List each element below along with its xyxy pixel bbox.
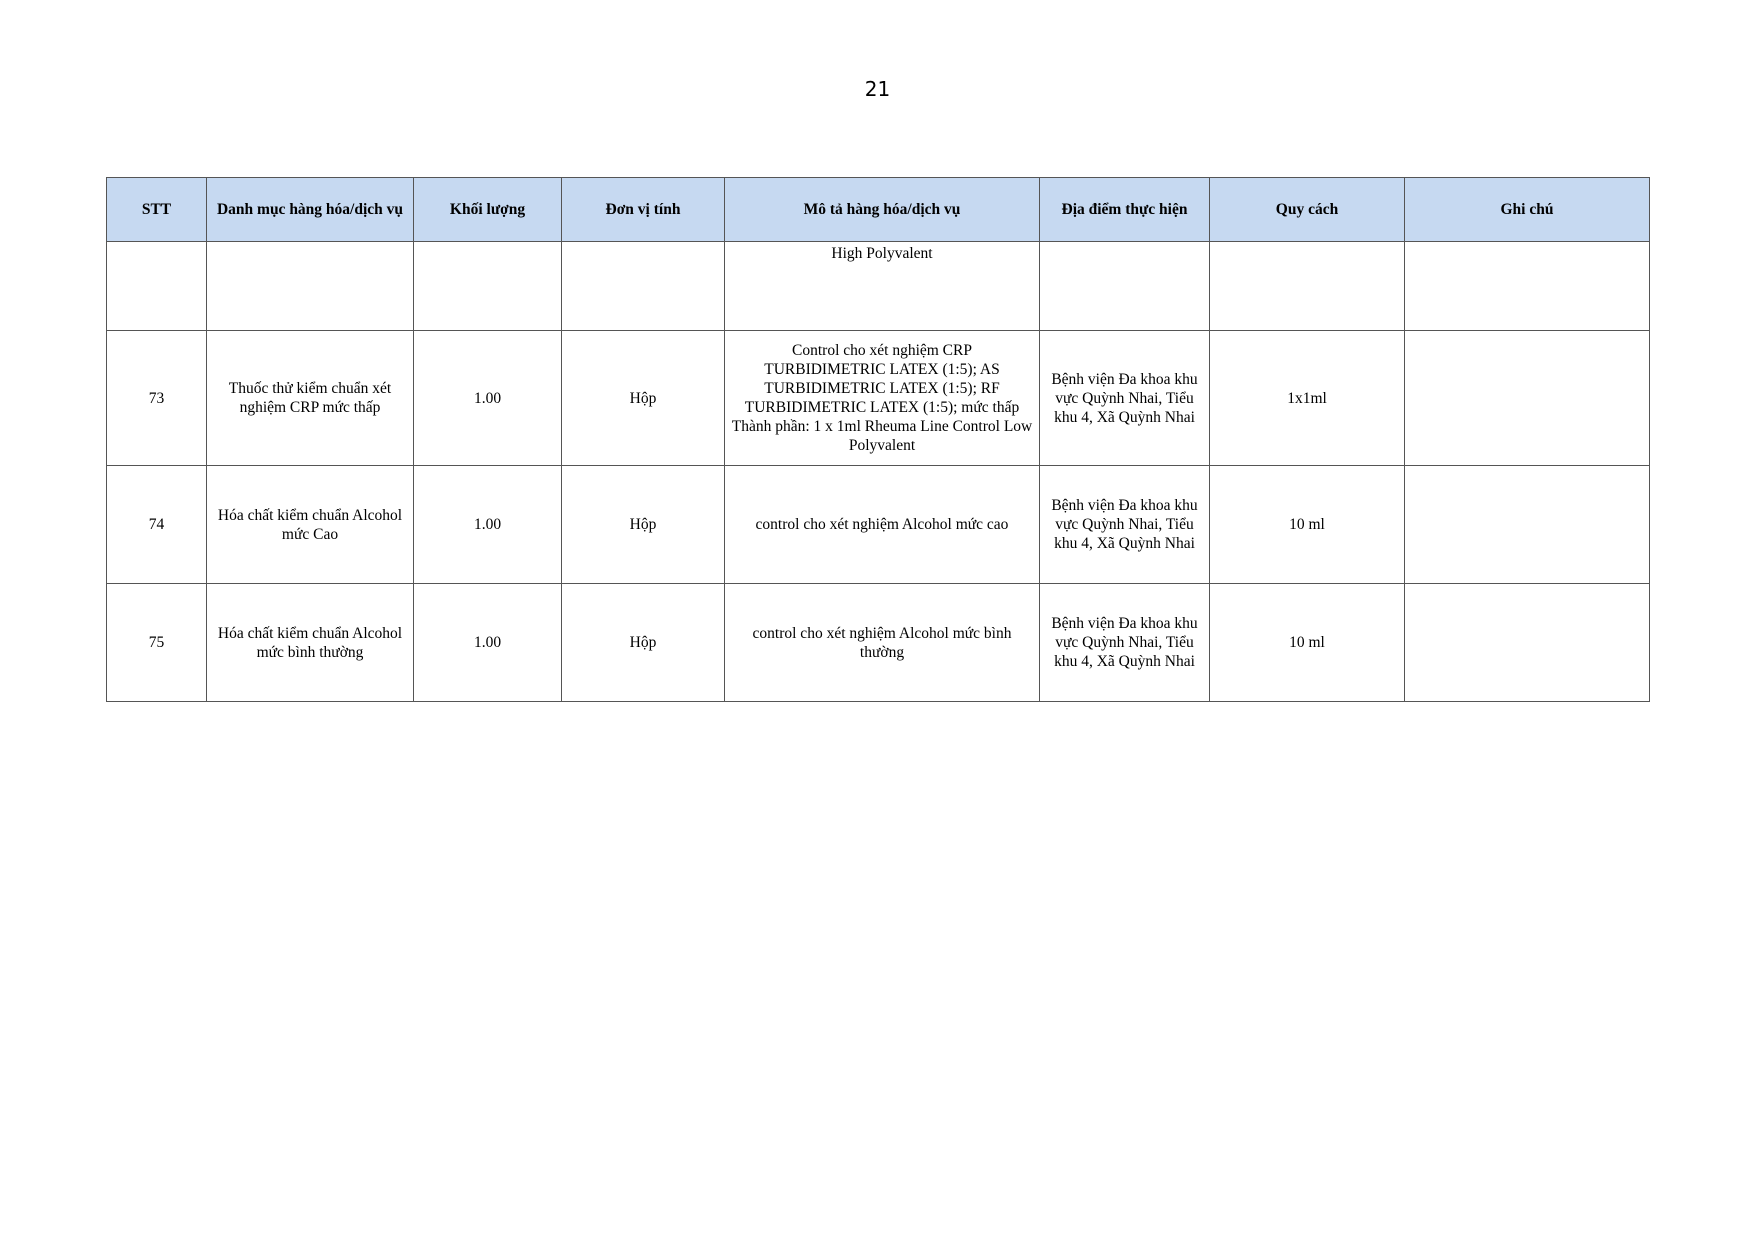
table-row-continuation: [107, 242, 1650, 331]
header-spec: Quy cách: [1210, 178, 1405, 242]
header-unit: Đơn vị tính: [562, 178, 725, 242]
cell-description: control cho xét nghiệm Alcohol mức bình thường: [725, 584, 1040, 702]
cell-location: Bệnh viện Đa khoa khu vực Quỳnh Nhai, Tiểu khu 4, Xã Quỳnh Nhai: [1040, 466, 1210, 584]
cell-unit: Hộp: [562, 584, 725, 702]
cell-quantity: [414, 242, 562, 331]
cell-description: control cho xét nghiệm Alcohol mức cao: [725, 466, 1040, 584]
cell-quantity: 1.00: [414, 331, 562, 466]
table-row: [107, 584, 1650, 702]
header-location: Địa điểm thực hiện: [1040, 178, 1210, 242]
cell-stt: 74: [107, 466, 207, 584]
cell-spec: 1x1ml: [1210, 331, 1405, 466]
header-item: Danh mục hàng hóa/dịch vụ: [207, 178, 414, 242]
cell-unit: Hộp: [562, 466, 725, 584]
cell-location: [1040, 242, 1210, 331]
cell-location: Bệnh viện Đa khoa khu vực Quỳnh Nhai, Tiểu khu 4, Xã Quỳnh Nhai: [1040, 584, 1210, 702]
cell-item: [207, 242, 414, 331]
cell-stt: 75: [107, 584, 207, 702]
cell-item: Thuốc thử kiểm chuẩn xét nghiệm CRP mức thấp: [207, 331, 414, 466]
cell-description: High Polyvalent: [725, 242, 1040, 331]
cell-quantity: 1.00: [414, 584, 562, 702]
table-row: [107, 466, 1650, 584]
cell-note: [1405, 584, 1650, 702]
cell-description: Control cho xét nghiệm CRP TURBIDIMETRIC LATEX (1:5); AS TURBIDIMETRIC LATEX (1:5); RF TURBIDIMETRIC LATEX (1:5); mức thấp Thành phần: 1 x 1ml Rheuma Line Control Low Polyvalent: [725, 331, 1040, 466]
cell-stt: [107, 242, 207, 331]
table-row: [107, 331, 1650, 466]
cell-unit: [562, 242, 725, 331]
cell-location: Bệnh viện Đa khoa khu vực Quỳnh Nhai, Tiểu khu 4, Xã Quỳnh Nhai: [1040, 331, 1210, 466]
header-description: Mô tả hàng hóa/dịch vụ: [725, 178, 1040, 242]
header-quantity: Khối lượng: [414, 178, 562, 242]
cell-spec: 10 ml: [1210, 584, 1405, 702]
goods-table: [106, 177, 1650, 702]
cell-spec: 10 ml: [1210, 466, 1405, 584]
cell-item: Hóa chất kiểm chuẩn Alcohol mức bình thường: [207, 584, 414, 702]
cell-quantity: 1.00: [414, 466, 562, 584]
cell-note: [1405, 331, 1650, 466]
table-header-row: [107, 178, 1650, 242]
header-stt: STT: [107, 178, 207, 242]
page-number: 21: [864, 77, 891, 101]
cell-unit: Hộp: [562, 331, 725, 466]
cell-spec: [1210, 242, 1405, 331]
header-note: Ghi chú: [1405, 178, 1650, 242]
cell-note: [1405, 466, 1650, 584]
cell-item: Hóa chất kiểm chuẩn Alcohol mức Cao: [207, 466, 414, 584]
cell-stt: 73: [107, 331, 207, 466]
cell-note: [1405, 242, 1650, 331]
